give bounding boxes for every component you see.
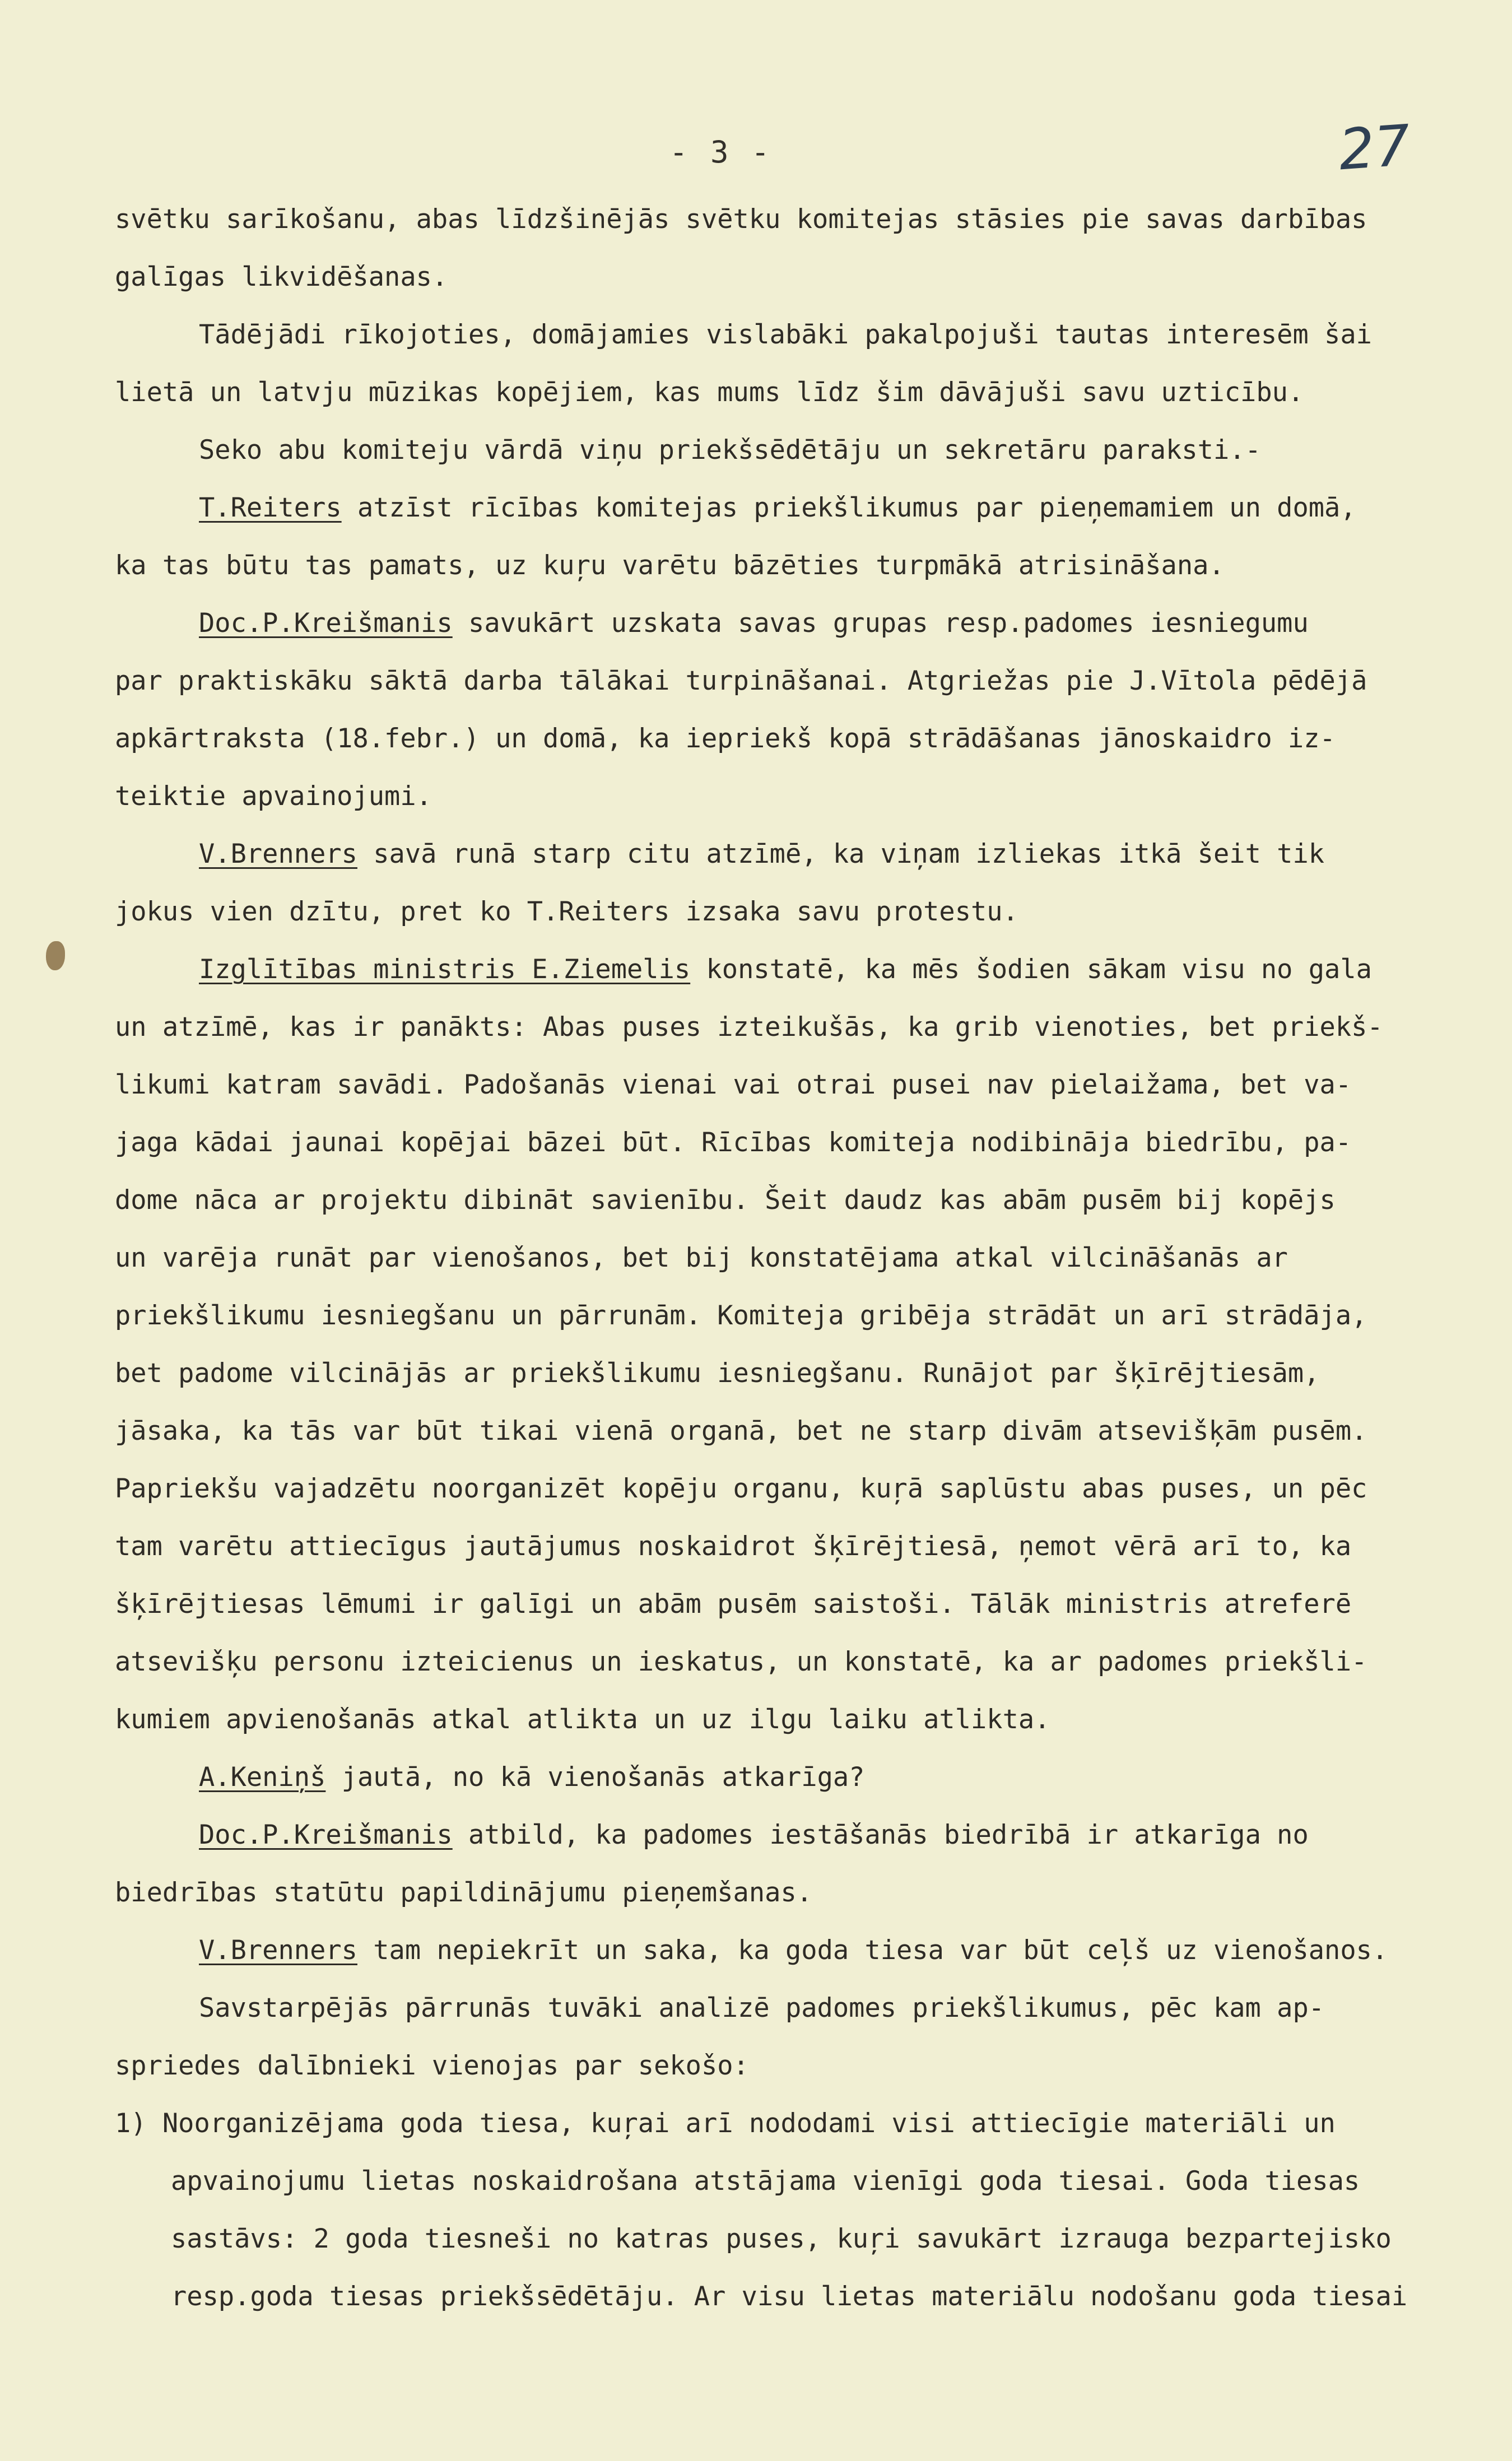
text-line <box>115 710 1476 767</box>
line-text: 1) Noorganizējama goda tiesa, kuŗai arī nododami visi attiecīgie materiāli un <box>115 2108 1336 2139</box>
text-line <box>115 1864 1476 1922</box>
text-line <box>115 479 1476 537</box>
line-text: Savstarpējās pārrunās tuvāki analizē padomes priekšlikumus, pēc kam ap- <box>199 1993 1325 2023</box>
text-line <box>115 1922 1476 1979</box>
line-text: Papriekšu vajadzētu noorganizēt kopēju organu, kuŗā saplūstu abas puses, un pēc <box>115 1473 1367 1504</box>
text-line <box>115 364 1476 421</box>
speaker-name: Doc.P.Kreišmanis <box>199 1820 453 1850</box>
line-text: likumi katram savādi. Padošanās vienai vai otrai pusei nav pielaižama, bet va- <box>115 1069 1352 1100</box>
line-text: tam nepiekrīt un saka, ka goda tiesa var būt ceļš uz vienošanos. <box>357 1935 1388 1966</box>
line-text: Seko abu komiteju vārdā viņu priekšsēdētāju un sekretāru paraksti.- <box>199 435 1261 466</box>
text-line <box>115 1633 1476 1691</box>
text-line <box>115 1691 1476 1748</box>
text-line <box>115 2095 1476 2152</box>
line-text: sastāvs: 2 goda tiesneši no katras puses, kuŗi savukārt izrauga bezpartejisko <box>171 2223 1392 2254</box>
text-line <box>115 537 1476 594</box>
line-text: atsevišķu personu izteicienus un ieskatus, un konstatē, ka ar padomes priekšli- <box>115 1646 1367 1677</box>
text-line <box>115 1460 1476 1518</box>
speaker-name: Izglītības ministris E.Ziemelis <box>199 954 691 985</box>
line-text: un atzīmē, kas ir panākts: Abas puses izteikušās, ka grib vienoties, bet priekš- <box>115 1012 1383 1043</box>
text-line <box>115 1287 1476 1345</box>
speaker-name: V.Brenners <box>199 1935 357 1966</box>
text-line <box>115 652 1476 710</box>
line-text: atzīst rīcības komitejas priekšlikumus par pieņemamiem un domā, <box>341 492 1356 523</box>
line-text: resp.goda tiesas priekšsēdētāju. Ar visu lietas materiālu nodošanu goda tiesai <box>171 2281 1408 2312</box>
text-line <box>115 594 1476 652</box>
line-text: šķīrējtiesas lēmumi ir galīgi un abām pusēm saistoši. Tālāk ministris atreferē <box>115 1589 1352 1620</box>
document-body <box>115 190 1476 2325</box>
line-text: spriedes dalībnieki vienojas par sekošo: <box>115 2050 749 2081</box>
text-line <box>115 306 1476 364</box>
text-line <box>115 1518 1476 1575</box>
line-text: konstatē, ka mēs šodien sākam visu no gala <box>690 954 1372 985</box>
line-text: par praktiskāku sāktā darba tālākai turpināšanai. Atgriežas pie J.Vītola pēdējā <box>115 666 1367 696</box>
text-line <box>115 1229 1476 1287</box>
margin-stain <box>46 941 65 970</box>
speaker-name: V.Brenners <box>199 839 357 869</box>
line-text: lietā un latvju mūzikas kopējiem, kas mums līdz šim dāvājuši savu uzticību. <box>115 377 1304 408</box>
line-text: biedrības statūtu papildinājumu pieņemšanas. <box>115 1877 813 1908</box>
text-line <box>115 941 1476 998</box>
speaker-name: A.Keniņš <box>199 1762 326 1793</box>
text-line <box>115 1575 1476 1633</box>
text-line <box>115 1402 1476 1460</box>
line-text: dome nāca ar projektu dibināt savienību. Šeit daudz kas abām pusēm bij kopējs <box>115 1185 1336 1216</box>
page-number: - 3 - <box>669 134 772 170</box>
text-line <box>115 2210 1476 2268</box>
text-line <box>115 1056 1476 1114</box>
line-text: kumiem apvienošanās atkal atlikta un uz ilgu laiku atlikta. <box>115 1704 1050 1735</box>
line-text: galīgas likvidēšanas. <box>115 262 448 292</box>
line-text: Tādējādi rīkojoties, domājamies vislabāki pakalpojuši tautas interesēm šai <box>199 319 1372 350</box>
text-line <box>115 421 1476 479</box>
line-text: jokus vien dzītu, pret ko T.Reiters izsaka savu protestu. <box>115 896 1018 927</box>
text-line <box>115 248 1476 306</box>
text-line <box>115 1114 1476 1171</box>
text-line <box>115 1748 1476 1806</box>
line-text: svētku sarīkošanu, abas līdzšinējās svētku komitejas stāsies pie savas darbības <box>115 204 1367 235</box>
line-text: savukārt uzskata savas grupas resp.padomes iesniegumu <box>452 608 1309 639</box>
line-text: jautā, no kā vienošanās atkarīga? <box>325 1762 865 1793</box>
archive-folio-number: 27 <box>1337 112 1413 183</box>
line-text: teiktie apvainojumi. <box>115 781 432 812</box>
text-line <box>115 1345 1476 1402</box>
line-text: savā runā starp citu atzīmē, ka viņam izliekas itkā šeit tik <box>357 839 1325 869</box>
text-line <box>115 2037 1476 2095</box>
speaker-name: Doc.P.Kreišmanis <box>199 608 453 639</box>
line-text: jaga kādai jaunai kopējai bāzei būt. Rīcības komiteja nodibināja biedrību, pa- <box>115 1127 1352 1158</box>
speaker-name: T.Reiters <box>199 492 342 523</box>
text-line <box>115 2152 1476 2210</box>
line-text: atbild, ka padomes iestāšanās biedrībā ir atkarīga no <box>452 1820 1309 1850</box>
line-text: bet padome vilcinājās ar priekšlikumu iesniegšanu. Runājot par šķīrējtiesām, <box>115 1358 1320 1389</box>
line-text: priekšlikumu iesniegšanu un pārrunām. Komiteja gribēja strādāt un arī strādāja, <box>115 1300 1367 1331</box>
line-text: apkārtraksta (18.febr.) un domā, ka iepriekš kopā strādāšanas jānoskaidro iz- <box>115 723 1336 754</box>
line-text: ka tas būtu tas pamats, uz kuŗu varētu bāzēties turpmākā atrisināšana. <box>115 550 1225 581</box>
text-line <box>115 190 1476 248</box>
text-line <box>115 1171 1476 1229</box>
line-text: jāsaka, ka tās var būt tikai vienā organā, bet ne starp divām atsevišķām pusēm. <box>115 1416 1367 1446</box>
text-line <box>115 883 1476 941</box>
text-line <box>115 2268 1476 2325</box>
text-line <box>115 825 1476 883</box>
line-text: un varēja runāt par vienošanos, bet bij konstatējama atkal vilcināšanās ar <box>115 1243 1288 1273</box>
text-line <box>115 1806 1476 1864</box>
text-line <box>115 767 1476 825</box>
line-text: tam varētu attiecīgus jautājumus noskaidrot šķīrējtiesā, ņemot vērā arī to, ka <box>115 1531 1352 1562</box>
text-line <box>115 998 1476 1056</box>
text-line <box>115 1979 1476 2037</box>
line-text: apvainojumu lietas noskaidrošana atstājama vienīgi goda tiesai. Goda tiesas <box>171 2166 1360 2197</box>
